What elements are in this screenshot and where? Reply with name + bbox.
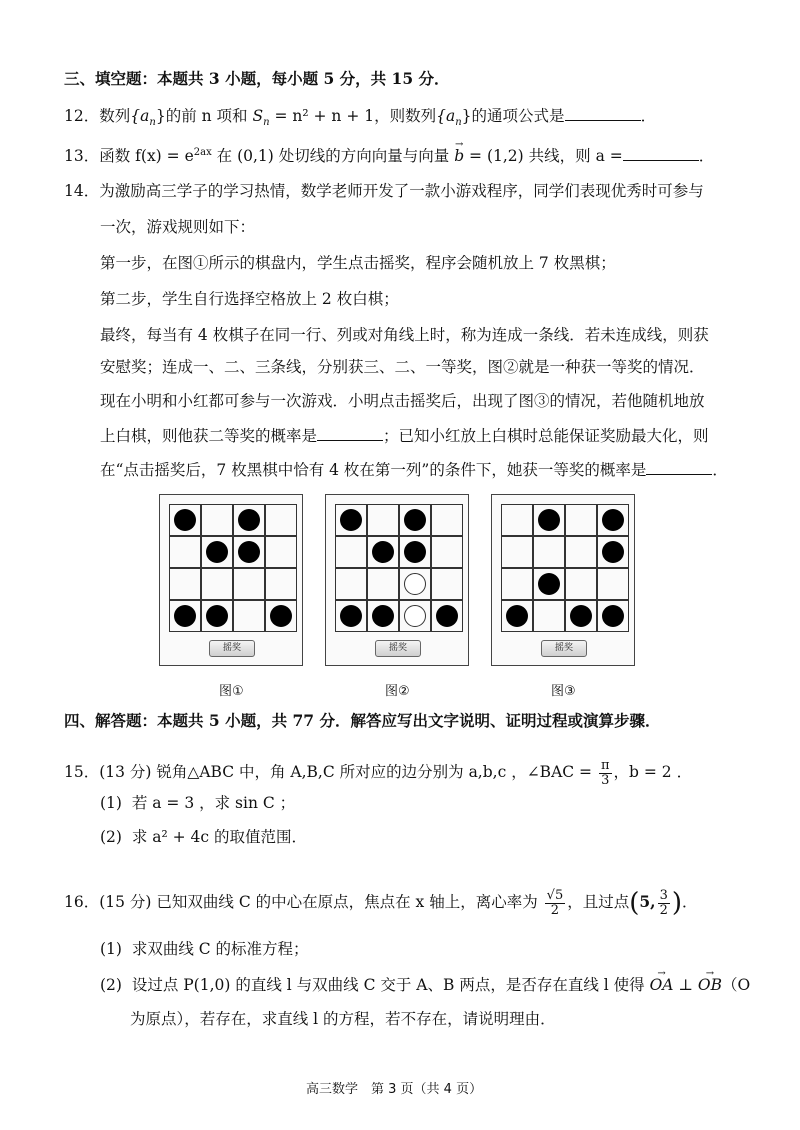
board-cell[interactable]: [399, 504, 431, 536]
board-cell[interactable]: [431, 600, 463, 632]
black-stone: [270, 605, 292, 627]
board-cell[interactable]: [335, 504, 367, 536]
board-cell[interactable]: [201, 504, 233, 536]
black-stone: [570, 605, 592, 627]
question-16-part-1: (1) 求双曲线 C 的标准方程；: [100, 940, 309, 958]
board-cell[interactable]: [233, 600, 265, 632]
black-stone: [206, 605, 228, 627]
black-stone: [538, 509, 560, 531]
black-stone: [372, 605, 394, 627]
black-stone: [174, 509, 196, 531]
black-stone: [602, 509, 624, 531]
black-stone: [602, 541, 624, 563]
board-cell[interactable]: [597, 536, 629, 568]
board-cell[interactable]: [431, 504, 463, 536]
board-cell[interactable]: [533, 568, 565, 600]
game-board-figure-3: [491, 494, 635, 666]
board-cell[interactable]: [431, 568, 463, 600]
black-stone: [404, 509, 426, 531]
question-15-part-2: (2) 求 a² + 4c 的取值范围．: [100, 828, 308, 846]
fraction-point-y: $\frac{3}{2}$: [659, 887, 668, 918]
board-grid: [501, 504, 629, 632]
board-cell[interactable]: [565, 600, 597, 632]
board-cell[interactable]: [501, 600, 533, 632]
question-14-line-6: 安慰奖；连成一、二、三条线，分别获三、二、一等奖，图②就是一种获一等奖的情况．: [100, 358, 705, 376]
question-12: 12．数列$\{a_n\}$的前 n 项和 $S_n = n^2 + n + 1$，则数列$\{a_n\}$的通项公式是 ．: [64, 104, 656, 134]
board-cell[interactable]: [399, 600, 431, 632]
board-cell[interactable]: [501, 504, 533, 536]
board-grid: [169, 504, 297, 632]
board-cell[interactable]: [201, 600, 233, 632]
black-stone: [206, 541, 228, 563]
board-cell[interactable]: [399, 568, 431, 600]
black-stone: [340, 509, 362, 531]
lottery-button[interactable]: 摇奖: [541, 640, 587, 657]
board-cell[interactable]: [367, 568, 399, 600]
board-cell[interactable]: [265, 600, 297, 632]
black-stone: [436, 605, 458, 627]
fraction-eccentricity: $\frac{√5}{2}$: [546, 887, 564, 918]
question-14-line-1: 14．为激励高三学子的学习热情，数学老师开发了一款小游戏程序，同学们表现优秀时可参与: [64, 182, 704, 200]
question-14-line-2: 一次，游戏规则如下：: [100, 218, 256, 236]
answer-blank-14a[interactable]: [317, 424, 383, 441]
board-cell[interactable]: [265, 504, 297, 536]
board-cell[interactable]: [169, 568, 201, 600]
board-cell[interactable]: [233, 504, 265, 536]
question-15: 15．(13 分) 锐角△ABC 中，角 A,B,C 所对应的边分别为 a,b,c ，∠BAC = $\frac{\pi}{3}$ ，b = 2 ．: [64, 757, 693, 788]
question-13-number: 13．: [64, 147, 100, 166]
board-cell[interactable]: [533, 504, 565, 536]
section-3-heading: 三、填空题：本题共 3 小题，每小题 5 分，共 15 分．: [64, 69, 450, 88]
question-14-line-4: 第二步，学生自行选择空格放上 2 枚白棋；: [100, 290, 399, 308]
fraction-pi-over-3: $\frac{\pi}{3}$: [600, 757, 610, 788]
black-stone: [340, 605, 362, 627]
board-cell[interactable]: [201, 536, 233, 568]
board-cell[interactable]: [233, 568, 265, 600]
board-cell[interactable]: [169, 600, 201, 632]
board-cell[interactable]: [265, 568, 297, 600]
board-cell[interactable]: [597, 504, 629, 536]
lottery-button[interactable]: 摇奖: [375, 640, 421, 657]
board-cell[interactable]: [597, 600, 629, 632]
board-cell[interactable]: [565, 504, 597, 536]
board-cell[interactable]: [367, 600, 399, 632]
board-cell[interactable]: [265, 536, 297, 568]
board-cell[interactable]: [399, 536, 431, 568]
black-stone: [404, 541, 426, 563]
white-stone: [404, 573, 426, 595]
page-footer: 高三数学 第 3 页（共 4 页）: [306, 1082, 483, 1097]
board-cell[interactable]: [431, 536, 463, 568]
answer-blank-12[interactable]: [565, 104, 641, 121]
board-cell[interactable]: [565, 568, 597, 600]
vector-oa: → OA: [650, 974, 674, 996]
question-14-line-9: 在“点击摇奖后，7 枚黑棋中恰有 4 枚在第一列”的条件下，她获一等奖的概率是 ．: [100, 458, 728, 481]
game-board-figure-1: [159, 494, 303, 666]
question-15-part-1: (1) 若 a = 3 ，求 sin C ；: [100, 794, 296, 812]
answer-blank-13[interactable]: [623, 144, 699, 161]
board-cell[interactable]: [367, 536, 399, 568]
question-14-line-7: 现在小明和小红都可参与一次游戏．小明点击摇奖后，出现了图③的情况，若他随机地放: [100, 392, 705, 410]
lottery-button[interactable]: 摇奖: [209, 640, 255, 657]
board-cell[interactable]: [233, 536, 265, 568]
question-14-line-3: 第一步，在图①所示的棋盘内，学生点击摇奖，程序会随机放上 7 枚黑棋；: [100, 254, 616, 272]
black-stone: [506, 605, 528, 627]
black-stone: [602, 605, 624, 627]
board-cell[interactable]: [201, 568, 233, 600]
question-14-line-5: 最终，每当有 4 枚棋子在同一行、列或对角线上时，称为连成一条线．若未连成线，则获: [100, 326, 709, 344]
figure-3-caption: 图③: [551, 684, 576, 699]
question-14-number: 14．: [64, 182, 100, 200]
board-cell[interactable]: [169, 536, 201, 568]
question-14-line-8: 上白棋，则他获二等奖的概率是 ；已知小红放上白棋时总能保证奖励最大化，则: [100, 424, 709, 447]
board-cell[interactable]: [335, 536, 367, 568]
board-cell[interactable]: [533, 600, 565, 632]
board-cell[interactable]: [597, 568, 629, 600]
game-board-figure-2: [325, 494, 469, 666]
figure-1-caption: 图①: [219, 684, 244, 699]
black-stone: [372, 541, 394, 563]
black-stone: [238, 509, 260, 531]
question-13: 13．函数 $f(x) = e^{2ax}$ 在 (0,1) 处切线的方向向量与向量 → b = (1,2) 共线，则 a = ．: [64, 142, 714, 167]
board-cell[interactable]: [533, 536, 565, 568]
white-stone: [404, 605, 426, 627]
answer-blank-14b[interactable]: [646, 458, 712, 475]
vector-ob: → OB: [698, 974, 722, 996]
board-cell[interactable]: [169, 504, 201, 536]
figure-2-caption: 图②: [385, 684, 410, 699]
board-cell[interactable]: [501, 568, 533, 600]
black-stone: [538, 573, 560, 595]
board-cell[interactable]: [367, 504, 399, 536]
question-16: 16．(15 分) 已知双曲线 C 的中心在原点，焦点在 x 轴上，离心率为 $\frac{√5}{2}$ ，且过点(5, $\frac{3}{2}$ )．: [64, 887, 698, 918]
question-15-number: 15．: [64, 763, 100, 781]
board-grid: [335, 504, 463, 632]
black-stone: [174, 605, 196, 627]
board-cell[interactable]: [335, 568, 367, 600]
board-cell[interactable]: [335, 600, 367, 632]
board-cell[interactable]: [501, 536, 533, 568]
board-cell[interactable]: [565, 536, 597, 568]
section-4-heading: 四、解答题：本题共 5 小题，共 77 分．解答应写出文字说明、证明过程或演算步骤．: [64, 711, 661, 730]
question-16-part-2-line-2: 为原点），若存在，求直线 l 的方程，若不存在，请说明理由．: [130, 1010, 556, 1028]
question-16-number: 16．: [64, 893, 100, 911]
black-stone: [238, 541, 260, 563]
question-16-part-2: (2) 设过点 P(1,0) 的直线 l 与双曲线 C 交于 A、B 两点，是否存在直线 l 使得 → OA ⊥ → OB（O: [100, 974, 750, 996]
vector-b: → b: [454, 145, 464, 167]
question-12-number: 12．: [64, 107, 100, 125]
